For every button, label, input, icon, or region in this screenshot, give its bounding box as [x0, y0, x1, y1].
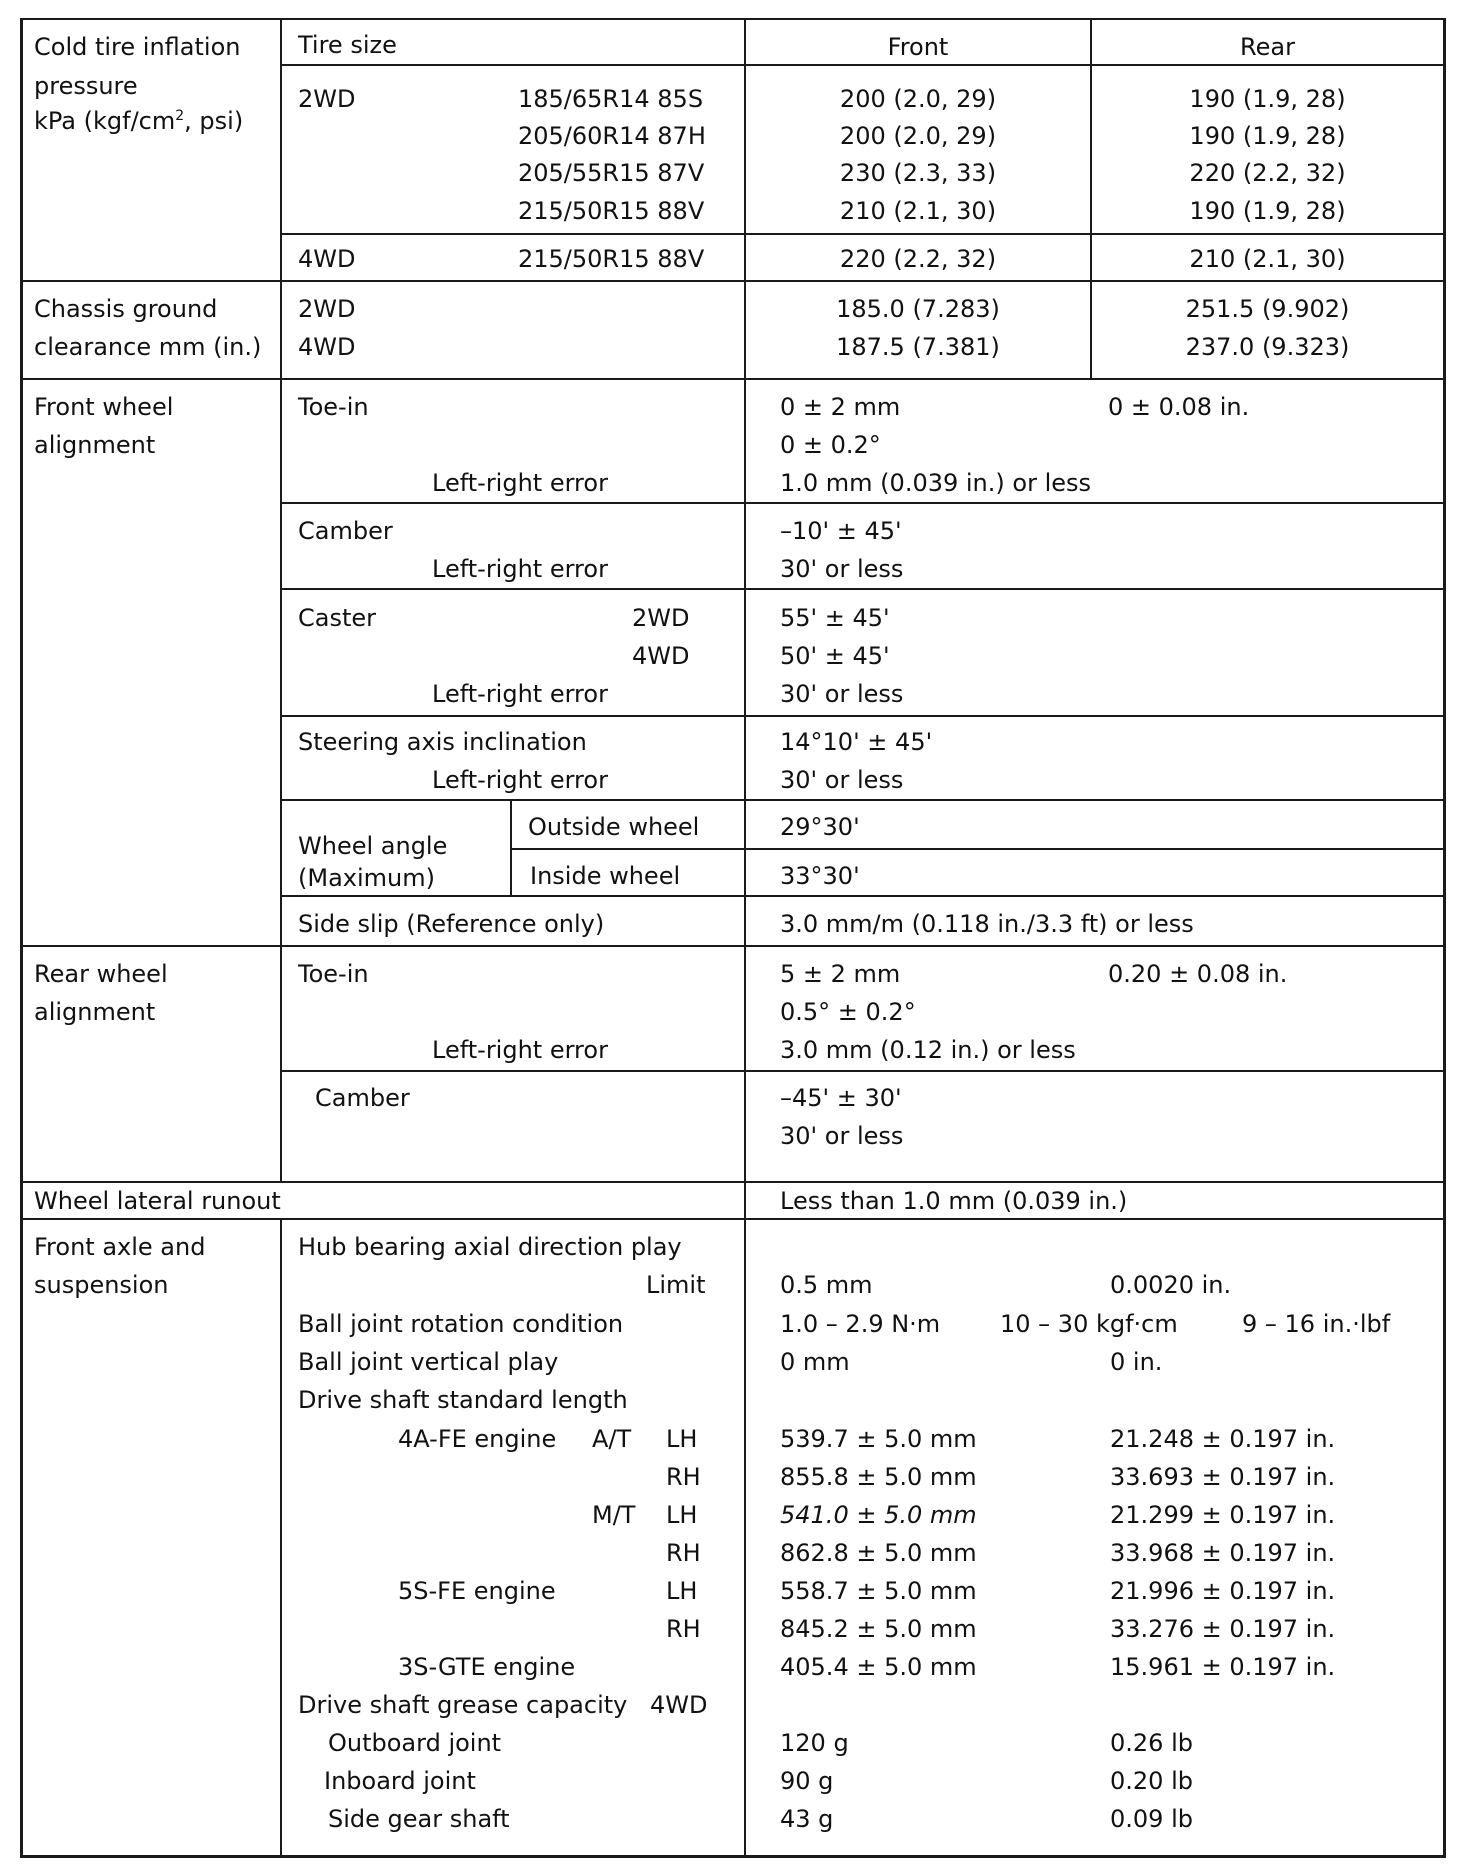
clearance-drive: 4WD: [298, 333, 356, 361]
grease-joint-lb: 0.09 lb: [1110, 1805, 1193, 1833]
side-rh-label: RH: [666, 1463, 701, 1491]
front-toe-mm: 0 ± 2 mm: [780, 393, 901, 421]
tire-front-pressure: 230 (2.3, 33): [839, 159, 997, 187]
shaft-length-in: 21.248 ± 0.197 in.: [1110, 1425, 1336, 1453]
front-alignment-label-line1: Front wheel: [34, 393, 174, 421]
border-left: [20, 18, 23, 1858]
tire-rear-pressure: 220 (2.2, 32): [1189, 159, 1346, 187]
shaft-length-mm: 539.7 ± 5.0 mm: [780, 1425, 977, 1453]
hub-play-label: Hub bearing axial direction play: [298, 1233, 682, 1261]
side-lh-label: LH: [666, 1425, 698, 1453]
tire-front-pressure: 200 (2.0, 29): [839, 122, 997, 150]
tire-size: 215/50R15 88V: [518, 197, 705, 225]
front-toe-lr-value: 1.0 mm (0.039 in.) or less: [780, 469, 1092, 497]
steering-lr-value: 30' or less: [780, 766, 904, 794]
rear-alignment-label-line1: Rear wheel: [34, 960, 168, 988]
front-caster-2wd-value: 55' ± 45': [780, 604, 890, 632]
rear-camber-label: Camber: [315, 1084, 410, 1112]
clearance-front: 185.0 (7.283): [836, 295, 1000, 323]
col-divider-label: [280, 1218, 282, 1858]
front-toe-in: 0 ± 0.08 in.: [1108, 393, 1250, 421]
border-top: [20, 18, 1446, 20]
clearance-rear: 237.0 (9.323): [1185, 333, 1350, 361]
side-lh-label: LH: [666, 1501, 698, 1529]
shaft-length-in: 33.693 ± 0.197 in.: [1110, 1463, 1336, 1491]
engine-5sfe-label: 5S-FE engine: [398, 1577, 556, 1605]
tire-label-line3: [34, 106, 243, 136]
hline-front-toe: [282, 502, 1445, 504]
hline-front-steering: [282, 799, 1445, 801]
front-toe-deg: 0 ± 0.2°: [780, 431, 881, 459]
engine-3sgte-label: 3S-GTE engine: [398, 1653, 576, 1681]
border-right: [1443, 18, 1446, 1858]
front-caster-label: Caster: [298, 604, 377, 632]
grease-joint-grams: 90 g: [780, 1767, 834, 1795]
front-camber-lr-value: 30' or less: [780, 555, 904, 583]
tire-size: 205/55R15 87V: [518, 159, 705, 187]
tire-drive-2wd: 2WD: [298, 85, 356, 113]
shaft-length-mm: 862.8 ± 5.0 mm: [780, 1539, 977, 1567]
front-caster-lr-value: 30' or less: [780, 680, 904, 708]
hline-section: [20, 280, 1446, 282]
rear-toe-deg: 0.5° ± 0.2°: [780, 998, 916, 1026]
tire-label-line1: Cold tire inflation: [34, 33, 241, 61]
rear-toe-mm: 5 ± 2 mm: [780, 960, 901, 988]
tire-front-pressure: 200 (2.0, 29): [839, 85, 997, 113]
tire-size: 185/65R14 85S: [518, 85, 704, 113]
tire-size: 205/60R14 87H: [518, 122, 706, 150]
rear-header: Rear: [1240, 33, 1295, 61]
hline-rear-toe: [282, 1070, 1445, 1072]
rear-camber-value: –45' ± 30': [780, 1084, 902, 1112]
shaft-length-in: 21.299 ± 0.197 in.: [1110, 1501, 1336, 1529]
hline-front-camber: [282, 588, 1445, 590]
shaft-length-mm: 855.8 ± 5.0 mm: [780, 1463, 977, 1491]
outside-wheel-value: 29°30': [780, 813, 860, 841]
wheel-angle-label-line1: Wheel angle: [298, 832, 448, 860]
ball-rotation-label: Ball joint rotation condition: [298, 1310, 624, 1338]
tire-unit-text-end: , psi): [184, 107, 244, 135]
col-divider-label: [280, 18, 282, 1181]
tire-unit-text: kPa (kgf/cm: [34, 107, 176, 135]
front-caster-lr-label: Left-right error: [432, 680, 608, 708]
ball-rotation-nm: 1.0 – 2.9 N·m: [780, 1310, 941, 1338]
tire-size: 215/50R15 88V: [518, 245, 705, 273]
clearance-label-line2: clearance mm (in.): [34, 333, 262, 361]
tire-rear-pressure: 190 (1.9, 28): [1189, 197, 1346, 225]
steering-axis-label: Steering axis inclination: [298, 728, 587, 756]
front-caster-4wd-label: 4WD: [632, 642, 690, 670]
hline-section: [20, 378, 1446, 380]
shaft-length-in: 21.996 ± 0.197 in.: [1110, 1577, 1336, 1605]
grease-joint-lb: 0.26 lb: [1110, 1729, 1193, 1757]
transmission-mt-label: M/T: [592, 1501, 636, 1529]
grease-joint-name: Side gear shaft: [328, 1805, 510, 1833]
tire-front-pressure: 220 (2.2, 32): [839, 245, 997, 273]
side-rh-label: RH: [666, 1615, 701, 1643]
hline-front-caster: [282, 715, 1445, 717]
tire-rear-pressure: 210 (2.1, 30): [1189, 245, 1346, 273]
front-camber-value: –10' ± 45': [780, 517, 902, 545]
hline-section: [20, 1181, 1446, 1183]
grease-joint-grams: 43 g: [780, 1805, 834, 1833]
grease-4wd-label: 4WD: [650, 1691, 708, 1719]
inside-wheel-label: Inside wheel: [530, 862, 681, 890]
grease-capacity-label: Drive shaft grease capacity: [298, 1691, 628, 1719]
tire-front-pressure: 210 (2.1, 30): [839, 197, 997, 225]
rear-alignment-label-line2: alignment: [34, 998, 156, 1026]
steering-axis-value: 14°10' ± 45': [780, 728, 933, 756]
shaft-length-mm: 541.0 ± 5.0 mm: [780, 1501, 977, 1529]
ball-play-label: Ball joint vertical play: [298, 1348, 559, 1376]
grease-joint-name: Outboard joint: [328, 1729, 502, 1757]
shaft-length-label: Drive shaft standard length: [298, 1386, 628, 1414]
transmission-at-label: A/T: [592, 1425, 632, 1453]
runout-value: Less than 1.0 mm (0.039 in.): [780, 1187, 1128, 1215]
front-camber-label: Camber: [298, 517, 393, 545]
rear-toe-lr-value: 3.0 mm (0.12 in.) or less: [780, 1036, 1076, 1064]
grease-joint-lb: 0.20 lb: [1110, 1767, 1193, 1795]
specification-table: [20, 18, 1446, 1858]
steering-lr-label: Left-right error: [432, 766, 608, 794]
ball-rotation-inlbf: 9 – 16 in.·lbf: [1242, 1310, 1391, 1338]
hline-wheel-angle-mid: [510, 848, 1445, 850]
clearance-drive: 2WD: [298, 295, 356, 323]
hline-section: [20, 1218, 1446, 1220]
hline-tire-header: [282, 64, 1445, 66]
rear-toe-lr-label: Left-right error: [432, 1036, 608, 1064]
grease-joint-grams: 120 g: [780, 1729, 849, 1757]
front-header: Front: [887, 33, 949, 61]
front-caster-2wd-label: 2WD: [632, 604, 690, 632]
side-slip-value: 3.0 mm/m (0.118 in./3.3 ft) or less: [780, 910, 1194, 938]
hline-tire-4wd: [282, 233, 1445, 235]
engine-4afe-label: 4A-FE engine: [398, 1425, 557, 1453]
tire-label-line2: pressure: [34, 72, 138, 100]
grease-joint-name: Inboard joint: [324, 1767, 476, 1795]
tire-rear-pressure: 190 (1.9, 28): [1189, 85, 1346, 113]
clearance-rear: 251.5 (9.902): [1185, 295, 1350, 323]
front-toe-in-label: Toe-in: [298, 393, 369, 421]
rear-toe-in: 0.20 ± 0.08 in.: [1108, 960, 1288, 988]
side-slip-label: Side slip (Reference only): [298, 910, 605, 938]
hub-play-in: 0.0020 in.: [1110, 1271, 1232, 1299]
hline-section: [20, 945, 1446, 947]
front-alignment-label-line2: alignment: [34, 431, 156, 459]
side-lh-label: LH: [666, 1577, 698, 1605]
runout-label: Wheel lateral runout: [34, 1187, 281, 1215]
wheel-angle-label-line2: (Maximum): [298, 864, 435, 892]
shaft-length-in: 33.968 ± 0.197 in.: [1110, 1539, 1336, 1567]
front-toe-lr-label: Left-right error: [432, 469, 608, 497]
front-camber-lr-label: Left-right error: [432, 555, 608, 583]
rear-camber-limit-value: 30' or less: [780, 1122, 904, 1150]
front-caster-4wd-value: 50' ± 45': [780, 642, 890, 670]
ball-play-in: 0 in.: [1110, 1348, 1163, 1376]
ball-play-mm: 0 mm: [780, 1348, 850, 1376]
side-rh-label: RH: [666, 1539, 701, 1567]
rear-toe-in-label: Toe-in: [298, 960, 369, 988]
tire-drive-4wd: 4WD: [298, 245, 356, 273]
hub-play-limit-label: Limit: [646, 1271, 706, 1299]
outside-wheel-label: Outside wheel: [528, 813, 700, 841]
shaft-length-mm: 558.7 ± 5.0 mm: [780, 1577, 977, 1605]
shaft-length-mm: 405.4 ± 5.0 mm: [780, 1653, 977, 1681]
shaft-length-in: 15.961 ± 0.197 in.: [1110, 1653, 1336, 1681]
tire-size-header: Tire size: [298, 31, 397, 59]
shaft-length-in: 33.276 ± 0.197 in.: [1110, 1615, 1336, 1643]
tire-rear-pressure: 190 (1.9, 28): [1189, 122, 1346, 150]
clearance-label-line1: Chassis ground: [34, 295, 218, 323]
hline-wheel-angle: [282, 895, 1445, 897]
shaft-length-mm: 845.2 ± 5.0 mm: [780, 1615, 977, 1643]
hub-play-mm: 0.5 mm: [780, 1271, 873, 1299]
clearance-front: 187.5 (7.381): [836, 333, 1000, 361]
ball-rotation-kgf: 10 – 30 kgf·cm: [1000, 1310, 1178, 1338]
axle-label-line2: suspension: [34, 1271, 169, 1299]
axle-label-line1: Front axle and: [34, 1233, 206, 1261]
tire-unit-superscript: 2: [175, 108, 185, 124]
border-bottom: [20, 1855, 1446, 1858]
inside-wheel-value: 33°30': [780, 862, 860, 890]
